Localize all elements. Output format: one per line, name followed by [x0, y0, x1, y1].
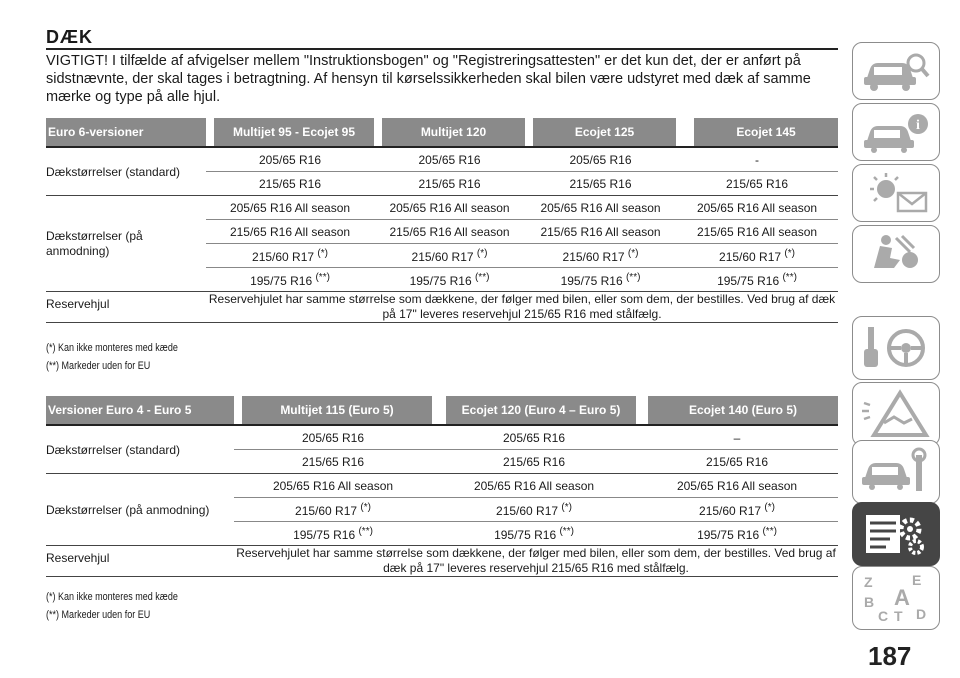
footnote-marker: (*)	[561, 501, 572, 513]
car-maintenance-icon	[860, 447, 932, 497]
index-letter: C	[878, 608, 889, 624]
intro-paragraph: VIGTIGT! I tilfælde af afvigelser mellem "Instruktionsbogen" og "Registreringsattesten" er det kun det, der er anført på sidstnævnte, der skal tages i betragtning. Af hensyn til kørselssikkerheden skal bilen være udstyret med dæk af samme mærke og type på alle hjul.	[46, 53, 811, 105]
footnote-marker: (*)	[784, 247, 795, 259]
size-text: 195/75 R16	[717, 273, 780, 288]
size-text: 215/60 R17	[562, 249, 625, 264]
table-header: Multijet 120	[382, 118, 525, 146]
table-header: Multijet 95 - Ecojet 95	[214, 118, 374, 146]
index-letter: B	[864, 594, 875, 610]
table-cell: 205/65 R16	[234, 426, 432, 450]
airbag-seat-icon	[860, 232, 932, 276]
sidebar-tab-index[interactable]	[852, 566, 940, 630]
table-cell: 215/65 R16 All season	[206, 220, 374, 244]
size-text: 215/60 R17	[411, 249, 474, 264]
footnote: (*) Kan ikke monteres med kæde	[46, 591, 178, 603]
index-letter: T	[894, 608, 903, 624]
title-divider	[46, 48, 838, 50]
table-cell: 205/65 R16	[525, 148, 676, 172]
table-cell: 215/65 R16	[676, 172, 838, 196]
footnote-marker: (**)	[559, 525, 574, 537]
spare-wheel-note: Reservehjulet har samme størrelse som dækkene, der følger med bilen, eller som dem, der bestilles. Ved brug af dæk på 17" leveres reservehjul 215/65 R16 med stålfælg.	[206, 292, 838, 323]
dashboard-lights-icon	[860, 171, 932, 215]
size-text: 215/60 R17	[295, 503, 358, 518]
index-letter: A	[894, 585, 910, 610]
footnote-marker: (*)	[360, 501, 371, 513]
index-letter: D	[916, 606, 927, 622]
table-cell: –	[636, 426, 838, 450]
footnote-marker: (**)	[625, 271, 641, 283]
table-cell	[676, 268, 838, 292]
table-cell: 215/65 R16	[374, 172, 525, 196]
size-text: 195/75 R16	[409, 273, 472, 288]
table-cell	[525, 268, 676, 292]
table-header: Ecojet 125	[533, 118, 676, 146]
footnote-marker: (**)	[762, 525, 777, 537]
footnote-marker: (*)	[627, 247, 639, 259]
table-cell: 215/65 R16 All season	[374, 220, 525, 244]
table-header: Euro 6-versioner	[46, 118, 206, 146]
table-cell: 215/65 R16	[234, 450, 432, 474]
footnote-marker: (*)	[476, 247, 488, 259]
size-text: 215/60 R17	[699, 503, 762, 518]
table-cell	[374, 244, 525, 268]
size-text: 195/75 R16	[697, 527, 760, 542]
footnote-marker: (**)	[315, 271, 330, 283]
table-cell: 215/65 R16	[432, 450, 636, 474]
table-cell	[432, 498, 636, 522]
alphabetical-index-icon	[860, 571, 932, 625]
table-cell	[636, 522, 838, 546]
table-cell: -	[676, 148, 838, 172]
size-text: 215/60 R17	[496, 503, 559, 518]
table-cell: 215/65 R16 All season	[525, 220, 676, 244]
table-cell	[374, 268, 525, 292]
table-cell: 205/65 R16 All season	[432, 474, 636, 498]
row-label: Reservehjul	[46, 546, 234, 577]
table-cell	[234, 522, 432, 546]
footnote-marker: (**)	[782, 271, 797, 283]
footnote: (**) Markeder uden for EU	[46, 609, 151, 621]
spare-wheel-note: Reservehjulet har samme størrelse som dækkene, der følger med bilen, eller som dem, der bestilles. Ved brug af dæk på 17" leveres reservehjul 215/65 R16 med stålfælg.	[234, 546, 838, 577]
table-cell	[636, 498, 838, 522]
page-title: DÆK	[46, 27, 93, 47]
size-text: 215/60 R17	[252, 249, 315, 264]
table-cell: 205/65 R16 All season	[374, 196, 525, 220]
table-cell	[676, 244, 838, 268]
table-cell: 205/65 R16 All season	[636, 474, 838, 498]
sidebar-tab-maintenance[interactable]	[852, 440, 940, 504]
table-cell: 205/65 R16	[374, 148, 525, 172]
table-cell	[206, 268, 374, 292]
table-header: Ecojet 120 (Euro 4 – Euro 5)	[446, 396, 636, 424]
table-header: Multijet 115 (Euro 5)	[242, 396, 432, 424]
sidebar-tab-airbag-seat[interactable]	[852, 225, 940, 283]
table-cell: 205/65 R16	[206, 148, 374, 172]
car-search-icon	[860, 49, 932, 93]
sidebar-tab-technical-data[interactable]	[852, 502, 940, 566]
index-letter: Z	[864, 574, 873, 590]
table-cell: 205/65 R16 All season	[525, 196, 676, 220]
table-cell	[432, 522, 636, 546]
footnote-marker: (*)	[317, 247, 328, 259]
size-text: 195/75 R16	[250, 273, 313, 288]
tire-table-euro6	[46, 118, 838, 323]
row-label: Dækstørrelser (standard)	[46, 426, 234, 474]
table-header: Ecojet 140 (Euro 5)	[648, 396, 838, 424]
sidebar-tab-car-info[interactable]	[852, 103, 940, 161]
table-cell	[234, 498, 432, 522]
footnote-marker: (*)	[764, 501, 775, 513]
size-text: 195/75 R16	[494, 527, 557, 542]
tire-table-euro4-5	[46, 396, 838, 577]
size-text: 215/60 R17	[719, 249, 782, 264]
footnote: (**) Markeder uden for EU	[46, 360, 151, 372]
table-cell	[525, 244, 676, 268]
sidebar-tab-car-search[interactable]	[852, 42, 940, 100]
footnote-marker: (**)	[358, 525, 373, 537]
svg-text:i: i	[916, 118, 920, 133]
table-cell	[206, 244, 374, 268]
sidebar-tab-key-steering[interactable]	[852, 316, 940, 380]
row-label: Dækstørrelser (standard)	[46, 148, 206, 196]
table-cell: 205/65 R16	[432, 426, 636, 450]
table-cell: 215/65 R16 All season	[676, 220, 838, 244]
page-number: 187	[868, 641, 912, 671]
row-label: Reservehjul	[46, 292, 206, 323]
table-cell: 205/65 R16 All season	[676, 196, 838, 220]
table-cell: 205/65 R16 All season	[206, 196, 374, 220]
table-header: Versioner Euro 4 - Euro 5	[46, 396, 234, 424]
key-steering-wheel-icon	[860, 323, 932, 373]
size-text: 195/75 R16	[560, 273, 623, 288]
row-label: Dækstørrelser (på anmodning)	[46, 196, 206, 292]
footnote-marker: (**)	[474, 271, 490, 283]
table-header: Ecojet 145	[694, 118, 838, 146]
warning-triangle-icon	[860, 389, 932, 439]
index-letter: E	[912, 572, 922, 588]
sidebar-tab-dashboard-lights[interactable]	[852, 164, 940, 222]
table-cell: 215/65 R16	[206, 172, 374, 196]
sidebar-tab-warning[interactable]	[852, 382, 940, 446]
size-text: 195/75 R16	[293, 527, 356, 542]
car-info-icon	[860, 110, 932, 154]
table-cell: 215/65 R16	[525, 172, 676, 196]
table-cell: 215/65 R16	[636, 450, 838, 474]
technical-data-icon	[860, 509, 932, 559]
row-label: Dækstørrelser (på anmodning)	[46, 474, 234, 546]
table-cell: 205/65 R16 All season	[234, 474, 432, 498]
footnote: (*) Kan ikke monteres med kæde	[46, 342, 178, 354]
